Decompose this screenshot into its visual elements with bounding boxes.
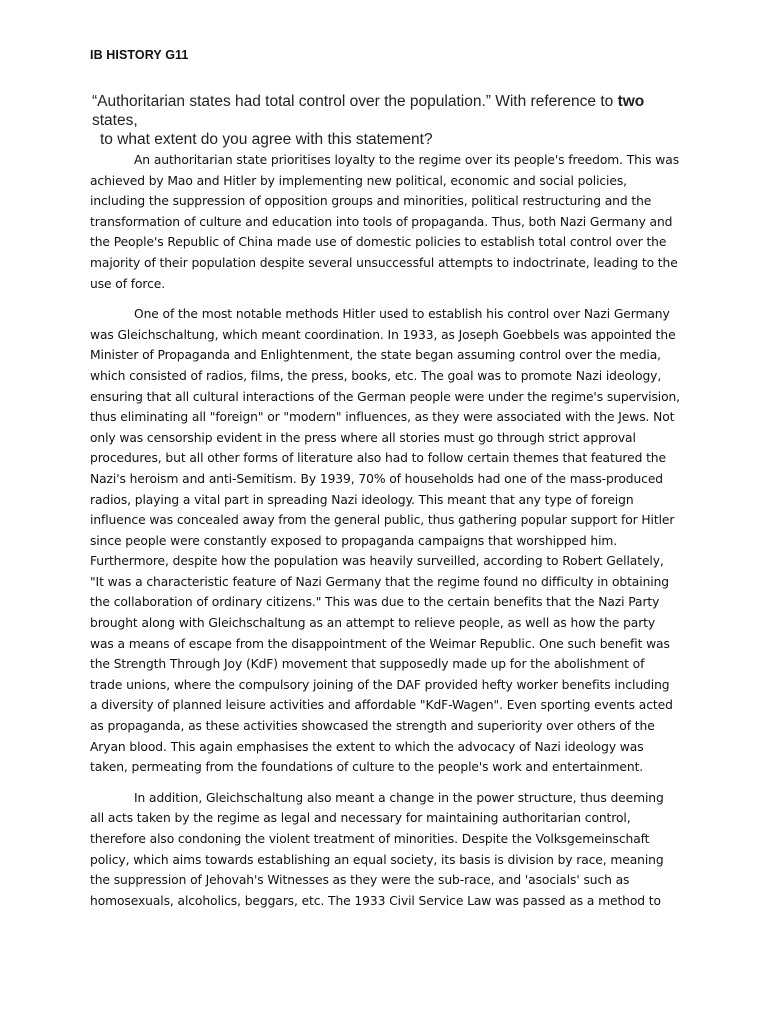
question-text-part2: states, <box>92 112 138 129</box>
essay-body <box>90 150 680 921</box>
essay-paragraph-3: In addition, Gleichschaltung also meant a change in the power structure, thus deeming all acts taken by the regime as legal and necessary for maintaining authoritarian control, therefore also condoning the violent treatment of minorities. Despite the Volksgemeinschaft policy, which aims towards establishing an equal society, its basis is division by race, meaning the suppression of Jehovah's Witnesses as they were the sub-race, and 'asocials' such as homosexuals, alcoholics, beggars, etc. The 1933 Civil Service Law was passed as a method to <box>90 790 664 908</box>
essay-paragraph-2: One of the most notable methods Hitler used to establish his control over Nazi Germany was Gleichschaltung, which meant coordination. In 1933, as Joseph Goebbels was appointed the Minister of Propaganda and Enlightenment, the state began assuming control over the media, which consisted of radios, films, the press, books, etc. The goal was to promote Nazi ideology, ensuring that all cultural interactions of the German people were under the regime's supervision, thus eliminating all "foreign" or "modern" influences, as they were associated with the Jews. Not only was censorship evident in the press where all stories must go through strict approval procedures, but all other forms of literature also had to follow certain themes that featured the Nazi's heroism and anti-Semitism. By 1939, 70% of households had one of the mass-produced radios, playing a vital part in spreading Nazi ideology. This meant that any type of foreign influence was concealed away from the general public, thus gathering popular support for Hitler since people were constantly exposed to propaganda campaigns that worshipped him. Furthermore, despite how the population was heavily surveilled, according to Robert Gellately, "It was a characteristic feature of Nazi Germany that the regime found no difficulty in obtaining the collaboration of ordinary citizens." This was due to the certain benefits that the Nazi Party brought along with Gleichschaltung as an attempt to relieve people, as well as how the party was a means of escape from the disappointment of the Weimar Republic. One such benefit was the Strength Through Joy (KdF) movement that supposedly made up for the abolishment of trade unions, where the compulsory joining of the DAF provided hefty worker benefits including a diversity of planned leisure activities and affordable "KdF-Wagen". Even sporting events acted as propaganda, as these activities showcased the strength and superiority over others of the Aryan blood. This again emphasises the extent to which the advocacy of Nazi ideology was taken, permeating from the foundations of culture to the people's work and entertainment. <box>90 307 680 775</box>
course-header: IB HISTORY G11 <box>90 48 189 62</box>
essay-question <box>92 92 692 149</box>
question-text-part1: “Authoritarian states had total control over the population.” With reference to <box>92 93 618 110</box>
question-emphasis: two <box>617 93 645 110</box>
essay-paragraph-1: An authoritarian state prioritises loyalty to the regime over its people's freedom. This was achieved by Mao and Hitler by implementing new political, economic and social policies, including the suppression of opposition groups and minorities, political restructuring and the transformation of culture and education into tools of propaganda. Thus, both Nazi Germany and the People's Republic of China made use of domestic policies to establish total control over the majority of their population despite several unsuccessful attempts to indoctrinate, leading to the use of force. <box>90 153 679 291</box>
question-text-line2: to what extent do you agree with this statement? <box>100 131 433 148</box>
